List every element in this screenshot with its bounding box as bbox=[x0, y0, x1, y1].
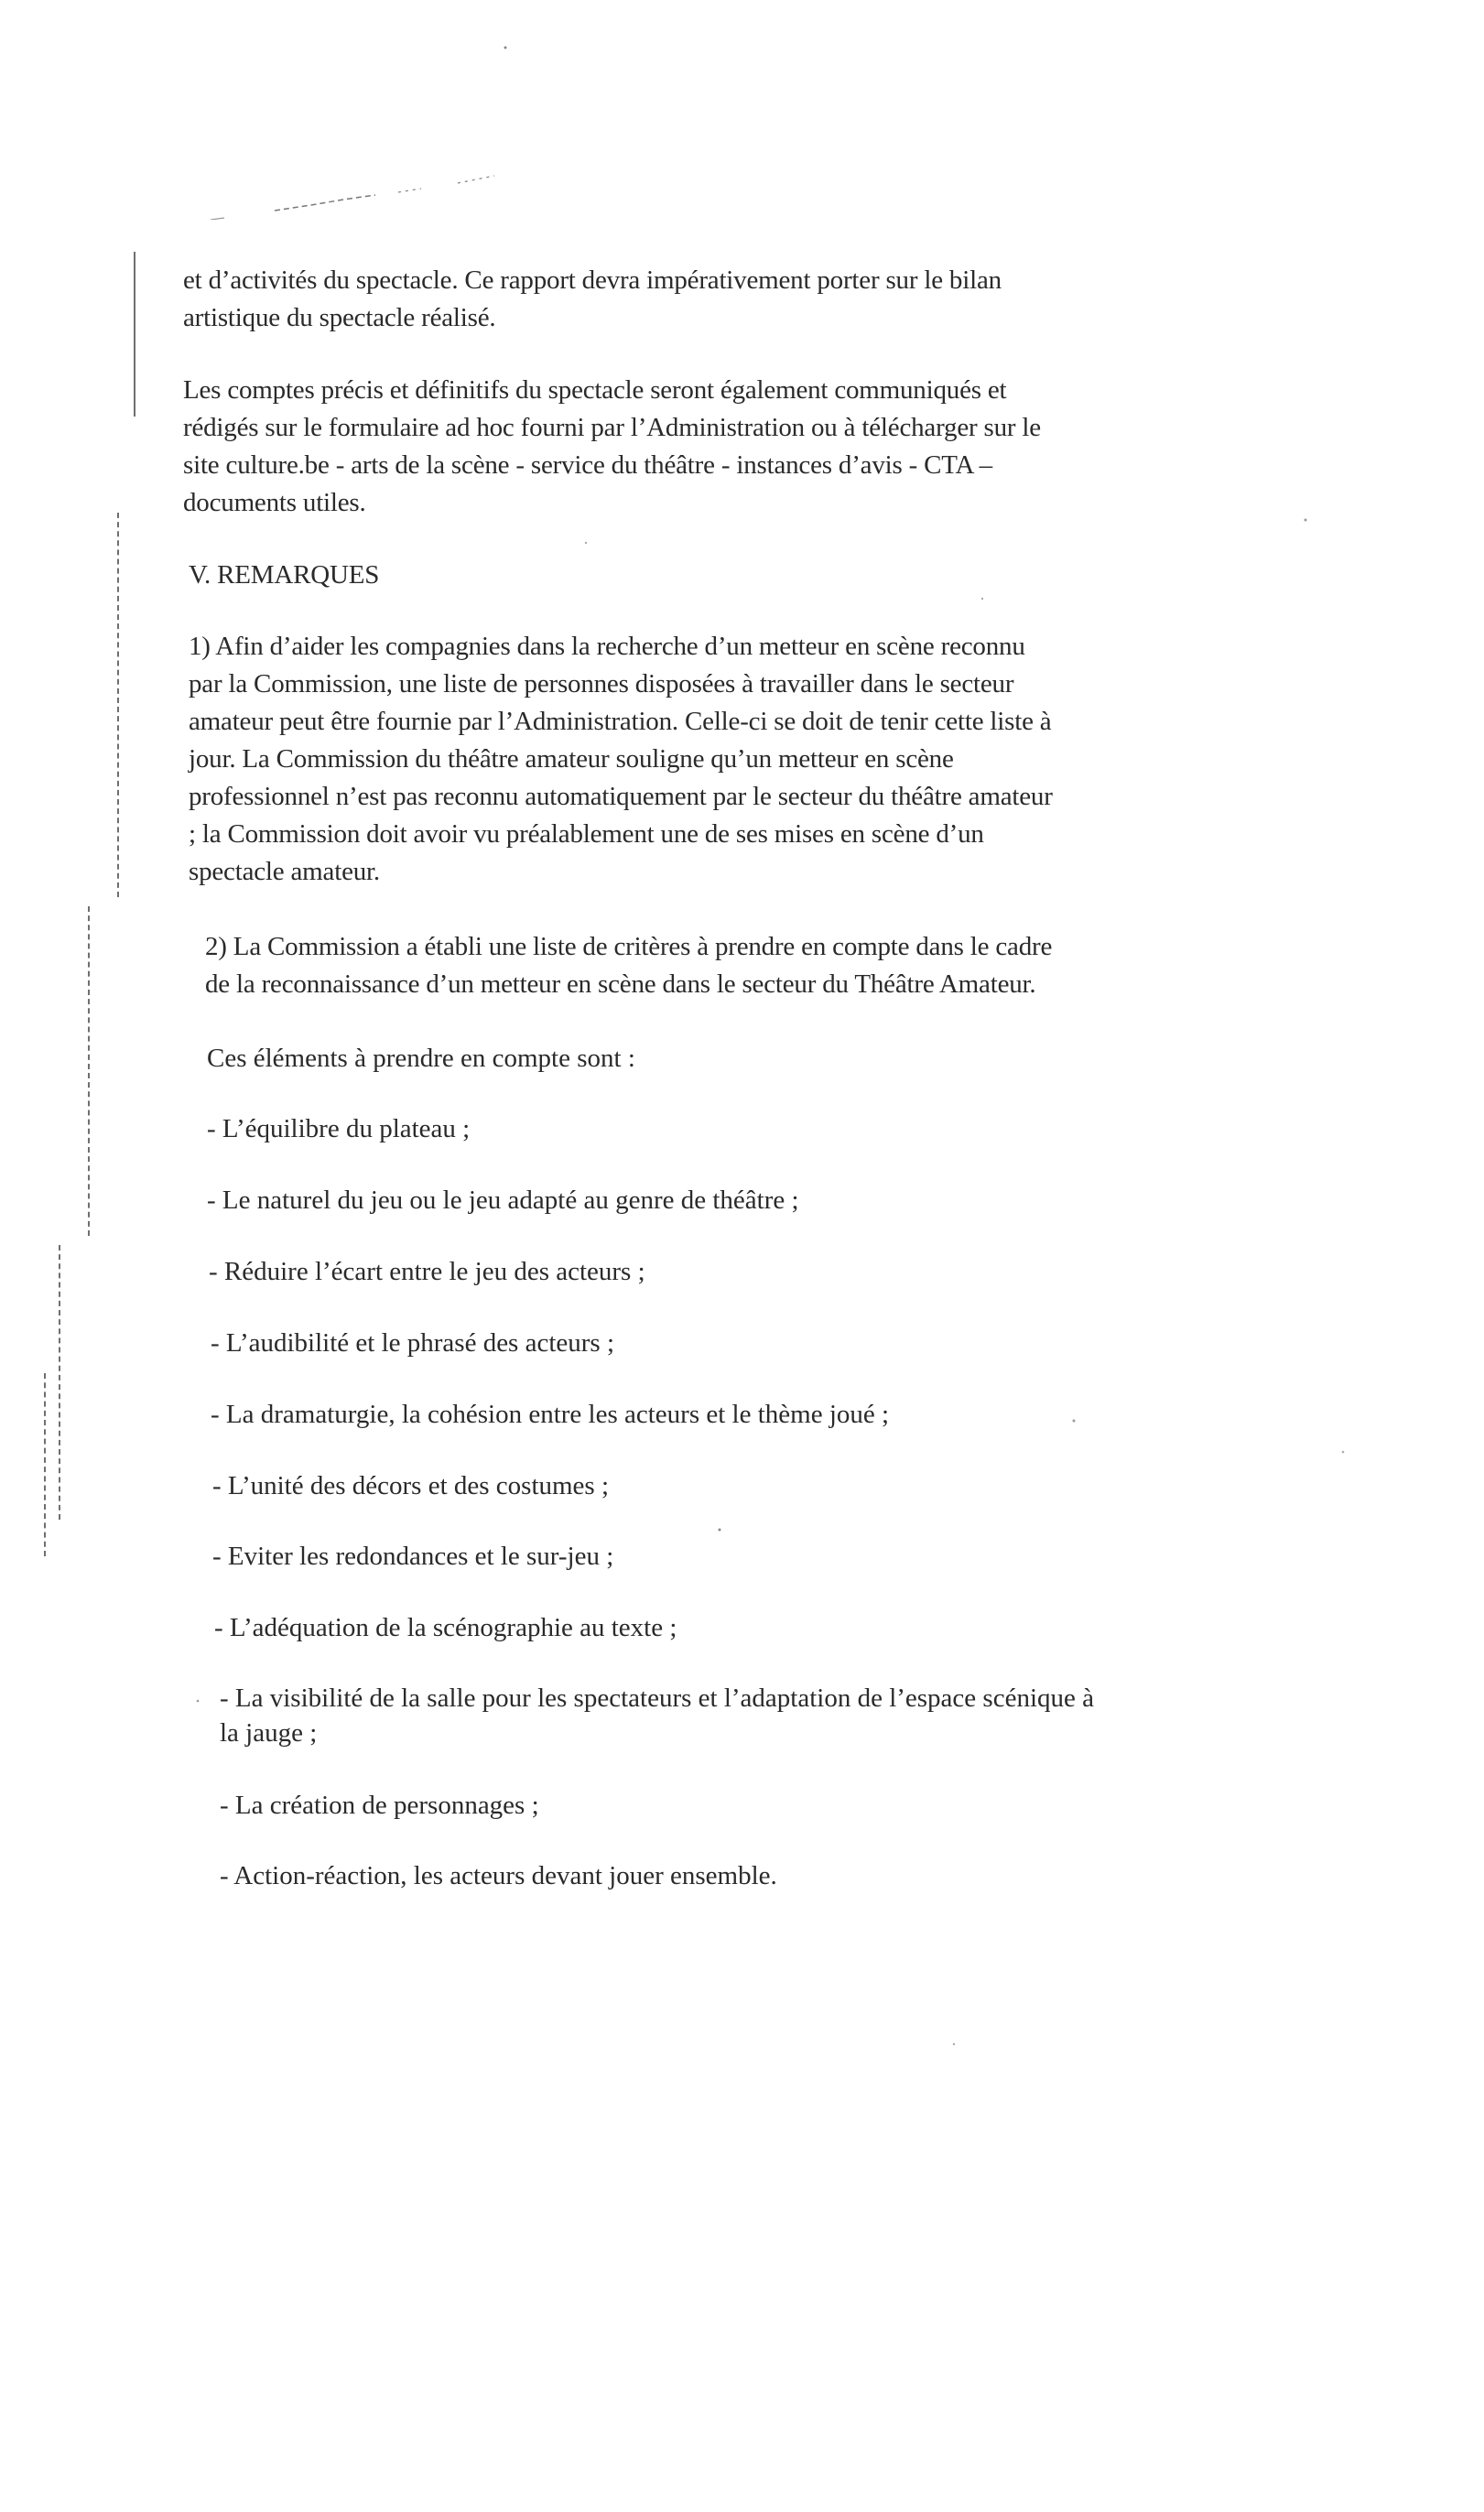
text-line: rédigés sur le formulaire ad hoc fourni par l’Administration ou à télécharger sur le bbox=[183, 413, 1041, 442]
text-line: amateur peut être fournie par l’Administration. Celle-ci se doit de tenir cette liste à bbox=[189, 707, 1052, 736]
list-item: - L’unité des décors et des costumes ; bbox=[212, 1471, 610, 1500]
text-line: Les comptes précis et définitifs du spectacle seront également communiqués et bbox=[183, 375, 1007, 405]
remark-1-paragraph bbox=[189, 628, 1053, 891]
text-line: artistique du spectacle réalisé. bbox=[183, 303, 496, 332]
text-line: et d’activités du spectacle. Ce rapport devra impérativement porter sur le bilan bbox=[183, 265, 1002, 295]
list-item: la jauge ; bbox=[220, 1718, 318, 1748]
list-item: - La création de personnages ; bbox=[220, 1791, 539, 1820]
text-line: professionnel n’est pas reconnu automatiquement par le secteur du théâtre amateur bbox=[189, 782, 1053, 811]
text-line: jour. La Commission du théâtre amateur souligne qu’un metteur en scène bbox=[189, 744, 954, 774]
text-line: par la Commission, une liste de personnes disposées à travailler dans le secteur bbox=[189, 669, 1014, 698]
text-line: ; la Commission doit avoir vu préalablement une de ses mises en scène d’un bbox=[189, 819, 984, 849]
section-heading: V. REMARQUES bbox=[189, 560, 380, 590]
list-item: - Le naturel du jeu ou le jeu adapté au genre de théâtre ; bbox=[207, 1186, 799, 1215]
text-line: 2) La Commission a établi une liste de critères à prendre en compte dans le cadre bbox=[205, 932, 1053, 961]
text-line: spectacle amateur. bbox=[189, 857, 380, 886]
text-line: 1) Afin d’aider les compagnies dans la recherche d’un metteur en scène reconnu bbox=[189, 632, 1025, 661]
list-item: - Action-réaction, les acteurs devant jouer ensemble. bbox=[220, 1861, 777, 1890]
text-line: documents utiles. bbox=[183, 488, 366, 517]
list-item: - L’équilibre du plateau ; bbox=[207, 1114, 471, 1143]
list-item: - Réduire l’écart entre le jeu des acteurs ; bbox=[209, 1257, 645, 1286]
criteria-intro: Ces éléments à prendre en compte sont : bbox=[207, 1044, 635, 1073]
intro-paragraph bbox=[183, 262, 1002, 337]
accounts-paragraph bbox=[183, 372, 1041, 522]
list-item: - L’adéquation de la scénographie au texte ; bbox=[214, 1613, 677, 1642]
list-item: - La dramaturgie, la cohésion entre les acteurs et le thème joué ; bbox=[211, 1400, 890, 1429]
remark-2-paragraph bbox=[205, 928, 1052, 1003]
list-item: - La visibilité de la salle pour les spectateurs et l’adaptation de l’espace scénique à bbox=[220, 1684, 1095, 1713]
list-item: - L’audibilité et le phrasé des acteurs ; bbox=[211, 1328, 615, 1358]
list-item: - Eviter les redondances et le sur-jeu ; bbox=[212, 1542, 614, 1571]
text-line: de la reconnaissance d’un metteur en scène dans le secteur du Théâtre Amateur. bbox=[205, 969, 1036, 999]
text-line: site culture.be - arts de la scène - service du théâtre - instances d’avis - CTA – bbox=[183, 450, 992, 480]
